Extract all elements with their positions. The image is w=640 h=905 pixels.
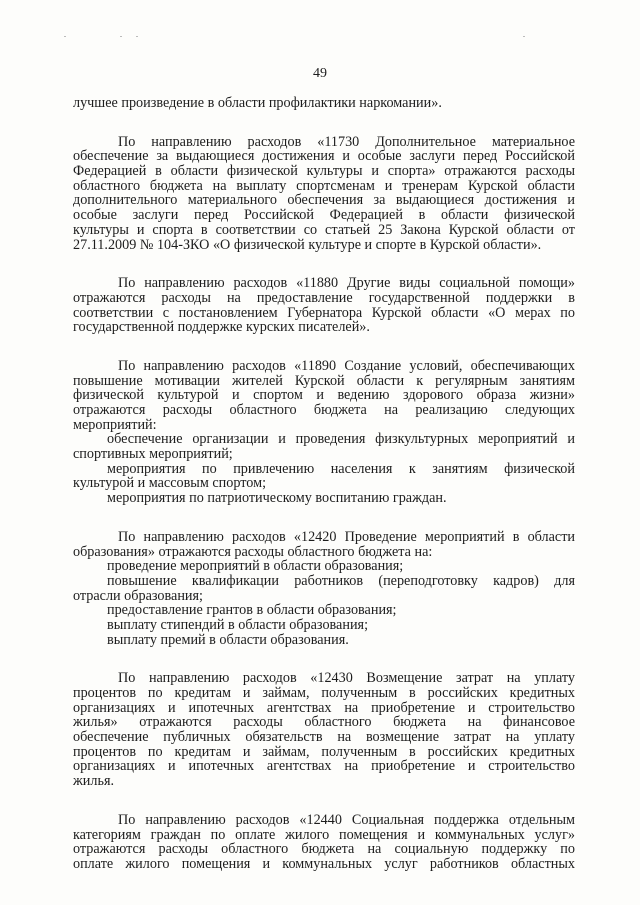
text-line: организациях и ипотечных агентствах на приобретение и строительство: [73, 699, 575, 716]
text-line: мероприятий:: [73, 416, 157, 433]
paragraph: [73, 671, 575, 789]
text-line: жилья» отражаются расходы областного бюджета на финансовое: [73, 714, 575, 731]
text-line: областного бюджета на выплату спортсменам и тренерам Курской области: [73, 177, 575, 194]
text-line: По направлению расходов «12420 Проведение мероприятий в области: [118, 528, 575, 545]
text-line: особые заслуги перед Российской Федерацией в области физической: [73, 207, 575, 224]
text-line: По направлению расходов «11730 Дополнительное материальное: [118, 133, 575, 150]
text-line: предоставление грантов в области образования;: [107, 602, 397, 619]
page-number: 49: [313, 66, 327, 81]
text-line: категориям граждан по оплате жилого помещения и коммунальных услуг»: [73, 826, 575, 843]
paragraph: [73, 530, 575, 648]
text-line: жилья.: [73, 773, 115, 790]
text-line: культуры и спорта в соответствии со статьей 25 Закона Курской области от: [73, 221, 575, 238]
text-line: проведение мероприятий в области образования;: [107, 558, 404, 575]
text-line: выплату стипендий в области образования;: [107, 616, 369, 633]
scan-artifact: [523, 36, 525, 37]
text-line: отражаются расходы областного бюджета на социальную поддержку по: [73, 841, 575, 858]
text-line: По направлению расходов «12440 Социальная поддержка отдельным: [118, 811, 575, 828]
paragraph: [73, 359, 575, 506]
text-line: государственной поддержке курских писателей».: [73, 319, 370, 336]
text-line: процентов по кредитам и займам, полученным в российских кредитных: [73, 685, 575, 701]
text-line: выплату премий в области образования.: [107, 631, 349, 648]
text-line: дополнительного материального обеспечения за выдающиеся достижения и: [73, 192, 575, 209]
text-line: По направлению расходов «11890 Создание условий, обеспечивающих: [118, 357, 575, 374]
text-line: повышение квалификации работников (переподготовку кадров) для: [107, 572, 575, 589]
text-line: 27.11.2009 № 104-ЗКО «О физической культуре и спорте в Курской области».: [73, 236, 542, 253]
text-line: отражаются расходы областного бюджета на реализацию следующих: [73, 402, 575, 418]
paragraph: [73, 813, 575, 872]
text-line: процентов по кредитам и займам, полученным в российских кредитных: [73, 743, 575, 760]
text-line: соответствии с постановлением Губернатора Курской области «О мерах по: [73, 304, 575, 321]
text-line: обеспечение публичных обязательств на возмещение затрат на уплату: [73, 729, 575, 746]
text-line: мероприятия по привлечению населения к занятиям физической: [107, 460, 575, 477]
paragraph: [73, 135, 575, 253]
paragraph: [73, 96, 575, 111]
text-line: отражаются расходы на предоставление государственной поддержки в: [73, 289, 575, 306]
scan-artifact: [120, 36, 122, 37]
text-line: лучшее произведение в области профилактики наркомании».: [73, 95, 442, 111]
text-line: культурой и массовым спортом;: [73, 475, 267, 492]
paragraph: [73, 276, 575, 335]
text-line: образования» отражаются расходы областного бюджета на:: [73, 543, 433, 560]
scan-artifact: [136, 36, 138, 37]
text-line: обеспечение организации и проведения физкультурных мероприятий и: [107, 431, 575, 448]
text-line: По направлению расходов «11880 Другие виды социальной помощи»: [118, 275, 575, 292]
text-line: отрасли образования;: [73, 587, 203, 604]
text-line: Федерацией в области физической культуры и спорта» отражаются расходы: [73, 163, 575, 180]
document-body: [73, 96, 575, 896]
text-line: повышение мотивации жителей Курской области к регулярным занятиям: [73, 372, 575, 389]
text-line: организациях и ипотечных агентствах на приобретение и строительство: [73, 758, 575, 775]
text-line: обеспечение за выдающиеся достижения и особые заслуги перед Российской: [73, 148, 575, 165]
text-line: спортивных мероприятий;: [73, 446, 233, 463]
text-line: физической культурой и спортом и ведению здорового образа жизни»: [73, 387, 575, 404]
text-line: мероприятия по патриотическому воспитанию граждан.: [107, 490, 447, 507]
text-line: По направлению расходов «12430 Возмещение затрат на уплату: [118, 670, 575, 687]
text-line: оплате жилого помещения и коммунальных услуг работников областных: [73, 855, 575, 872]
scan-artifact: [64, 36, 66, 37]
